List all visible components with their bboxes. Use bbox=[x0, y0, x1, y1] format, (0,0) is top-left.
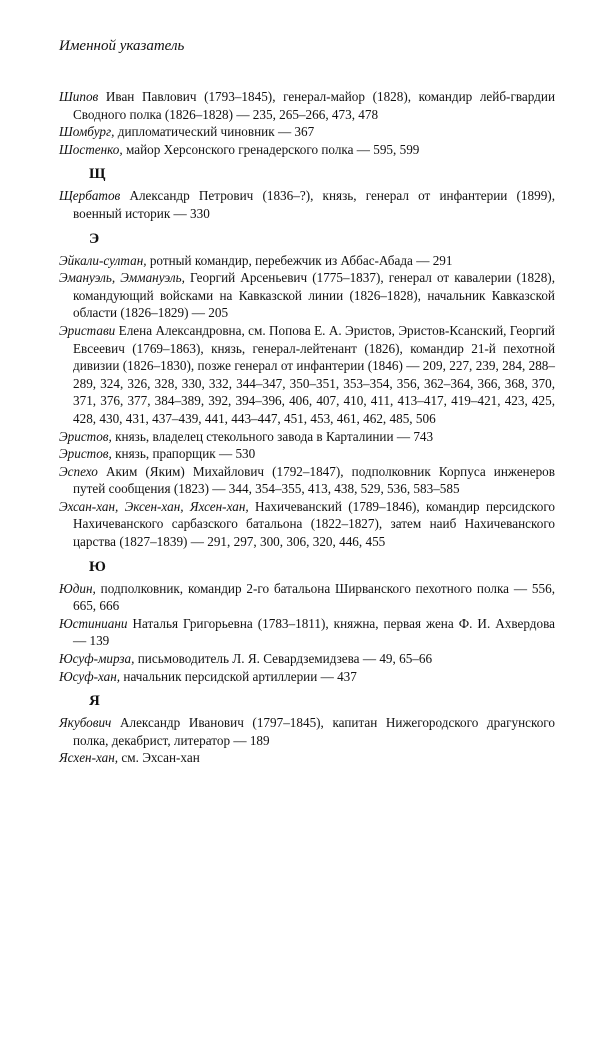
index-body bbox=[59, 88, 555, 767]
entry-text: дипломатический чиновник — 367 bbox=[114, 124, 315, 140]
index-entry bbox=[59, 187, 555, 222]
index-entry bbox=[59, 252, 555, 270]
index-entry bbox=[59, 269, 555, 322]
entry-text: Александр Петрович (1836–?), князь, генерал от инфантерии (1899), военный историк — 330 bbox=[73, 188, 555, 221]
index-entry bbox=[59, 445, 555, 463]
entry-name: Ясхен-хан, bbox=[59, 750, 119, 766]
entry-name: Якубович bbox=[59, 715, 112, 731]
entry-name: Эйкали-султан, bbox=[59, 252, 147, 268]
index-entry bbox=[59, 580, 555, 615]
section-letter: Ю bbox=[89, 558, 106, 575]
index-entry bbox=[59, 650, 555, 668]
entry-name: Юдин, bbox=[59, 580, 96, 596]
entry-name: Эмануэль, Эммануэль, bbox=[59, 270, 185, 286]
index-page bbox=[59, 38, 555, 767]
entry-text: ротный командир, перебежчик из Аббас-Абада — 291 bbox=[146, 252, 453, 268]
section-letter: Щ bbox=[89, 166, 106, 183]
entry-name: Юсуф-мирза, bbox=[59, 651, 135, 667]
entry-name: Эристов, bbox=[59, 446, 112, 462]
index-entry bbox=[59, 498, 555, 551]
section-letter: Э bbox=[89, 230, 100, 247]
entry-text: письмоводитель Л. Я. Севардземидзева — 49, 65–66 bbox=[134, 651, 433, 667]
running-head: Именной указатель bbox=[59, 38, 185, 54]
entry-name: Шомбург, bbox=[59, 124, 115, 140]
entry-text: начальник персидской артиллерии — 437 bbox=[120, 668, 357, 684]
entry-name: Шостенко, bbox=[59, 141, 123, 157]
entry-text: Наталья Григорьевна (1783–1811), княжна, первая жена Ф. И. Ахвердова — 139 bbox=[73, 615, 555, 649]
index-entry bbox=[59, 714, 555, 749]
section-letter: Я bbox=[89, 693, 100, 710]
entry-name: Юсуф-хан, bbox=[59, 668, 121, 684]
entry-text: майор Херсонского гренадерского полка — 595, 599 bbox=[122, 141, 420, 157]
entry-name: Эристов, bbox=[59, 428, 112, 444]
entry-name: Щербатов bbox=[59, 188, 121, 204]
index-entry bbox=[59, 749, 555, 767]
entry-text: Аким (Яким) Михайлович (1792–1847), подполковник Корпуса инженеров путей сообщения (1823) — 344, 354–355, 413, 438, 529, 536, 583–585 bbox=[73, 463, 555, 497]
index-entry bbox=[59, 322, 555, 428]
entry-text: Елена Александровна, см. Попова Е. А. Эристов, Эристов-Ксанский, Георгий Евсеевич (1769–1863), князь, генерал-лейтенант (1826), командир 21-й пехотной дивизии (1826–1830), позже генерал от инфантерии (1846) — 209, 227, 239, 284, 288–289, 324, 326, 328, 330, 332, 344–347, 350–351, 353–354, 356, 362–364, 366, 368, 370, 371, 376, 377, 384–389, 392, 394–396, 406, 407, 410, 411, 413–417, 419–421, 423, 425, 428, 430, 431, 437–439, 441, 443–447, 451, 453, 461, 462, 485, 506 bbox=[73, 322, 555, 426]
index-entry bbox=[59, 123, 555, 141]
index-entry bbox=[59, 463, 555, 498]
entry-text: Иван Павлович (1793–1845), генерал-майор (1828), командир лейб-гвардии Сводного полка (1826–1828) — 235, 265–266, 473, 478 bbox=[73, 89, 555, 122]
index-entry bbox=[59, 615, 555, 650]
entry-name: Эхсан-хан, Эксен-хан, Яхсен-хан, bbox=[59, 498, 249, 514]
entry-text: подполковник, командир 2-го батальона Ширванского пехотного полка — 556, 665, 666 bbox=[73, 580, 555, 614]
index-entry bbox=[59, 88, 555, 123]
index-entry bbox=[59, 141, 555, 159]
index-entry bbox=[59, 668, 555, 686]
entry-name: Юстиниани bbox=[59, 615, 128, 631]
entry-name: Эспехо bbox=[59, 463, 98, 479]
entry-text: Александр Иванович (1797–1845), капитан Нижегородского драгунского полка, декабрист, литератор — 189 bbox=[73, 715, 555, 748]
entry-text: князь, прапорщик — 530 bbox=[111, 446, 256, 462]
entry-text: Георгий Арсеньевич (1775–1837), генерал от кавалерии (1828), командующий войсками на Кавказской линии (1826–1828), начальник Кавказской области (1826–1829) — 205 bbox=[73, 270, 555, 321]
entry-name: Шипов bbox=[59, 89, 99, 104]
entry-text: см. Эхсан-хан bbox=[118, 750, 200, 766]
entry-name: Эристави bbox=[59, 322, 116, 338]
index-entry bbox=[59, 428, 555, 446]
entry-text: Нахичеванский (1789–1846), командир персидского Нахичеванского сарбазского батальона (1822–1827), затем наиб Нахичеванского царства (1827–1839) — 291, 297, 300, 306, 320, 446, 455 bbox=[73, 498, 555, 550]
entry-text: князь, владелец стекольного завода в Карталинии — 743 bbox=[111, 428, 434, 444]
